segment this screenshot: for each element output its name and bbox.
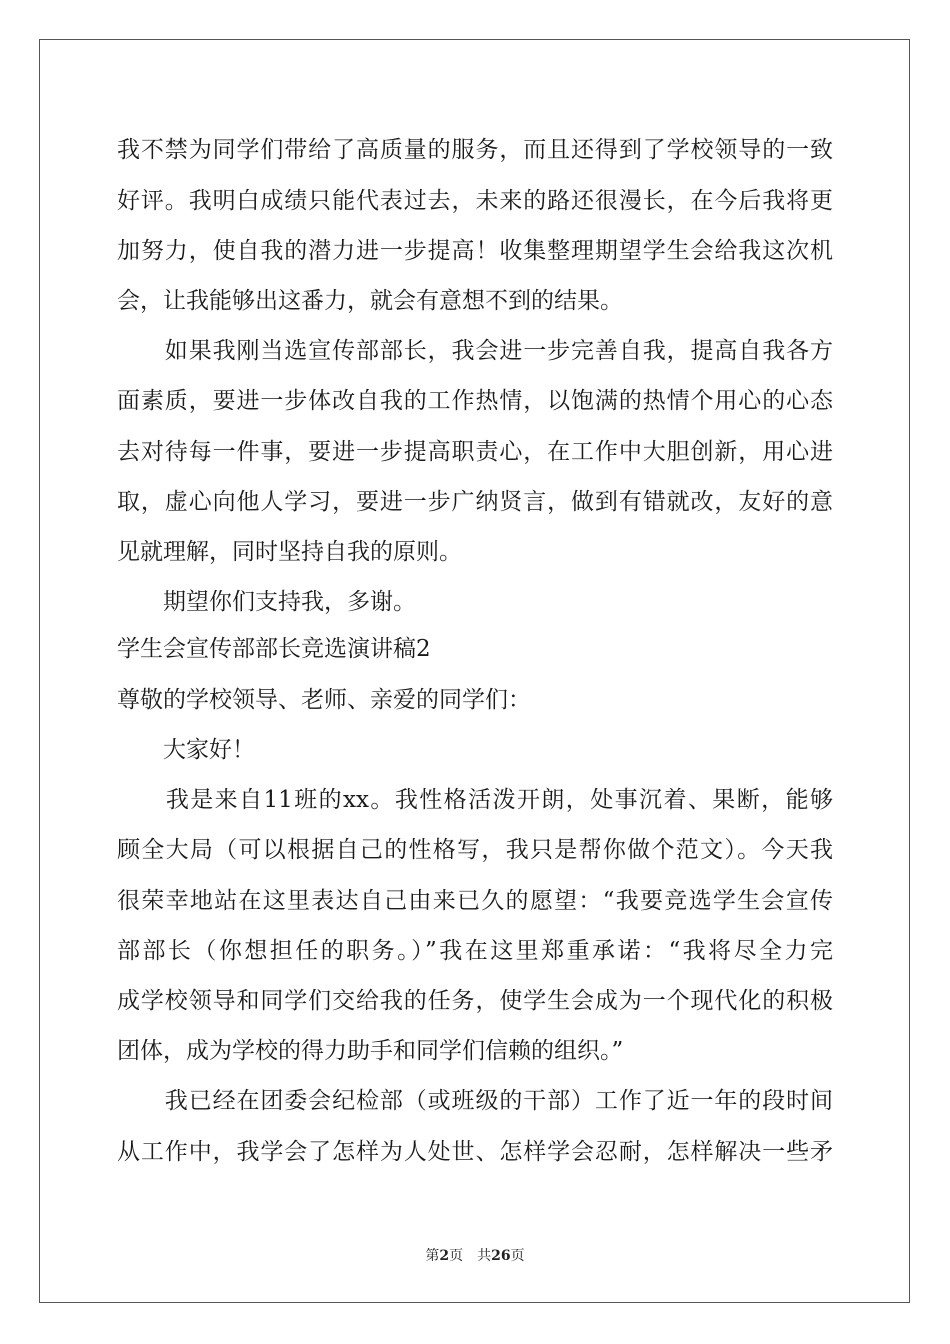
text-line: 会，让我能够出这番力，就会有意想不到的结果。 [117,288,623,314]
page-footer [0,1246,950,1266]
page-suffix: 页 [449,1248,464,1264]
text-line: 好评。我明白成绩只能代表过去，未来的路还很漫长，在今后我将更 [117,188,833,214]
text-line: 我不禁为同学们带给了高质量的服务，而且还得到了学校领导的一致 [117,137,833,163]
section-heading: 学生会宣传部部长竞选演讲稿2 [117,636,431,662]
text-line: 成学校领导和同学们交给我的任务，使学生会成为一个现代化的积极 [117,988,833,1014]
text-line: 如果我刚当选宣传部部长，我会进一步完善自我，提高自我各方 [117,338,833,364]
text-line: 我是来自11班的xx。我性格活泼开朗，处事沉着、果断，能够 [117,787,833,813]
page-number: 2 [439,1248,450,1264]
text-line: 见就理解，同时坚持自我的原则。 [117,539,462,565]
text-line: 从工作中，我学会了怎样为人处世、怎样学会忍耐，怎样解决一些矛 [117,1139,833,1165]
greeting: 大家好！ [117,737,255,763]
total-pages: 26 [491,1248,511,1264]
page-prefix: 第 [425,1248,440,1264]
text-line: 部部长（你想担任的职务。）”我在这里郑重承诺：“我将尽全力完 [117,938,833,964]
text-line: 去对待每一件事，要进一步提高职责心，在工作中大胆创新，用心进 [117,439,833,465]
text-line: 期望你们支持我，多谢。 [117,589,416,615]
total-suffix: 页 [510,1248,525,1264]
text-line: 加努力，使自我的潜力进一步提高！收集整理期望学生会给我这次机 [117,238,833,264]
salutation: 尊敬的学校领导、老师、亲爱的同学们： [117,687,531,713]
total-prefix: 共 [477,1248,492,1264]
text-line: 很荣幸地站在这里表达自己由来已久的愿望：“我要竞选学生会宣传 [117,888,833,914]
text-line: 面素质，要进一步体改自我的工作热情，以饱满的热情个用心的心态 [117,388,833,414]
text-line: 团体，成为学校的得力助手和同学们信赖的组织。” [117,1038,624,1064]
text-line: 取，虚心向他人学习，要进一步广纳贤言，做到有错就改，友好的意 [117,489,833,515]
text-line: 顾全大局（可以根据自己的性格写，我只是帮你做个范文）。今天我 [117,837,833,863]
text-line: 我已经在团委会纪检部（或班级的干部）工作了近一年的段时间 [117,1088,833,1114]
